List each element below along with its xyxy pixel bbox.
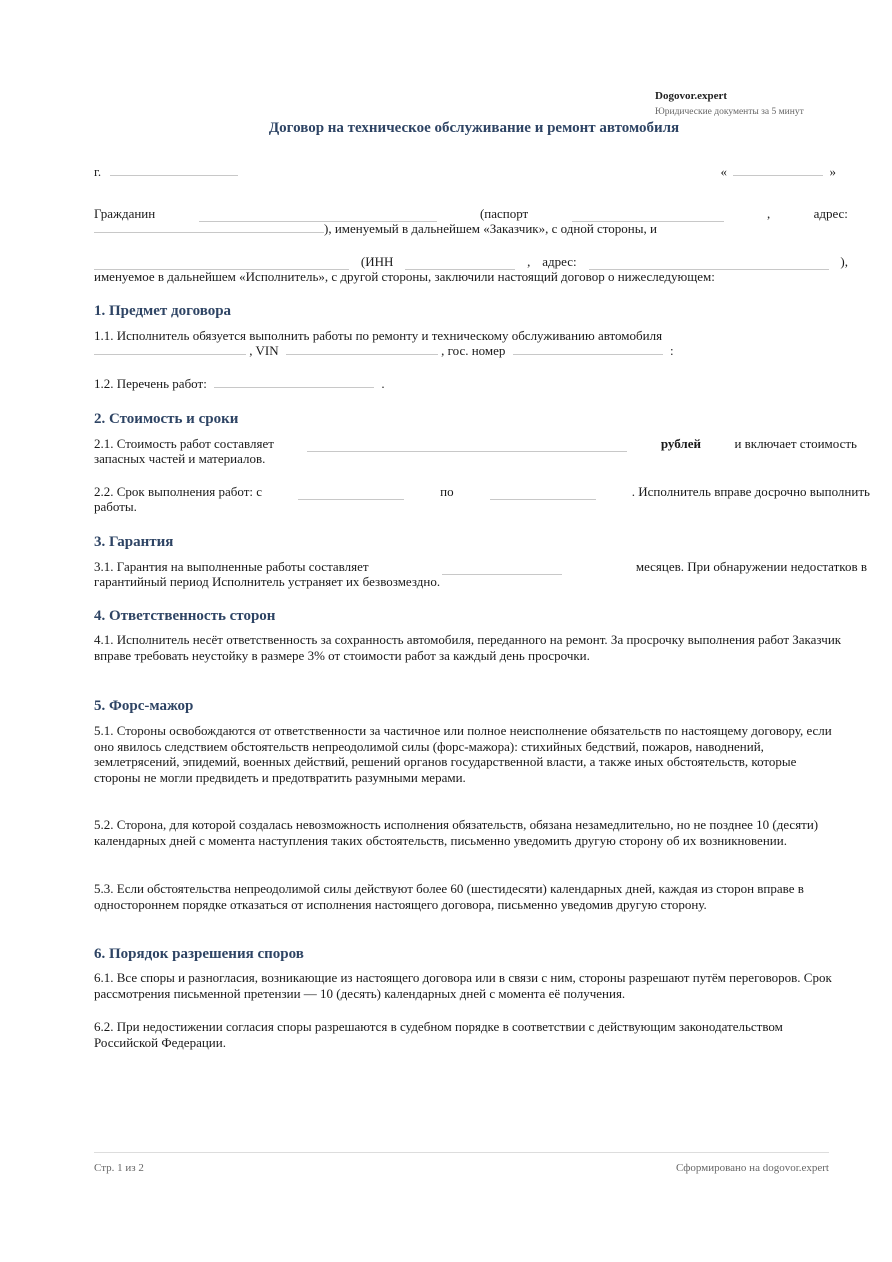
vin-label: , VIN (249, 343, 279, 358)
page-number: Стр. 1 из 2 (94, 1162, 144, 1174)
generated-by: Сформировано на dogovor.expert (675, 1162, 829, 1174)
address-label: адрес: (542, 254, 577, 269)
contractor-line (94, 254, 848, 270)
works-list-label: 1.2. Перечень работ: (94, 376, 207, 391)
clause-2-2-line1 (94, 484, 870, 500)
city-date-line (94, 164, 848, 180)
brand-name: Dogovor.expert (655, 90, 727, 102)
clause-3-1-line1 (94, 559, 867, 575)
gos-number-label: , гос. номер (441, 343, 506, 358)
customer-text: ), именуемый в дальнейшем «Заказчик», с одной стороны, и (324, 221, 657, 236)
gos-number-field[interactable] (513, 343, 663, 355)
date-close-quote: » (829, 164, 836, 179)
term-label: 2.2. Срок выполнения работ: с (94, 484, 263, 499)
clause-2-1-line2: запасных частей и материалов. (94, 451, 266, 466)
clause-4-1: 4.1. Исполнитель несёт ответственность за сохранность автомобиля, переданного на ремонт. За просрочку выполнения работ Заказчик вправе требовать неустойку в размере 3% от стоимости работ за каждый день просрочки. (94, 632, 842, 663)
brand-tagline: Юридические документы за 5 минут (655, 107, 804, 117)
customer-line (94, 221, 848, 237)
works-list-field[interactable] (214, 376, 374, 388)
clause-1-2 (94, 376, 848, 392)
currency-label: рублей (660, 436, 701, 451)
clause-5-2: 5.2. Сторона, для которой создалась невозможность исполнения обязательств, обязана незамедлительно, но не позднее 10 (десяти) календарных дней с момента наступления таких обстоятельств, письменно уведомить другую сторону об их возникновении. (94, 817, 819, 848)
comma: , (527, 254, 531, 269)
date-open-quote: « (720, 164, 727, 179)
document-title: Договор на техническое обслуживание и ремонт автомобиля (268, 120, 680, 136)
clause-6-1: 6.1. Все споры и разногласия, возникающие из настоящего договора или в связи с ним, стороны разрешают путём переговоров. Срок рассмотрения письменной претензии — 10 (десять) календарных дней с момента её получения. (94, 970, 832, 1001)
period: . (381, 376, 385, 391)
cost-label: 2.1. Стоимость работ составляет (94, 436, 274, 451)
clause-1-1-line1: 1.1. Исполнитель обязуется выполнить работы по ремонту и техническому обслуживанию автомобиля (94, 328, 663, 343)
section-6-heading: 6. Порядок разрешения споров (94, 946, 304, 962)
clause-2-1-line1 (94, 436, 857, 452)
address-label: адрес: (813, 206, 848, 221)
clause-2-2-line2: работы. (94, 499, 137, 514)
colon: : (669, 343, 674, 358)
citizen-address-field[interactable] (94, 221, 324, 233)
clause-5-3: 5.3. Если обстоятельства непреодолимой силы действуют более 60 (шестидесяти) календарных дней, каждая из сторон вправе в одностороннем порядке отказаться от исполнения настоящего договора, письменно уведомив другую сторону. (94, 881, 804, 912)
section-4-heading: 4. Ответственность сторон (94, 608, 276, 624)
date-field[interactable] (733, 164, 823, 176)
citizen-line (94, 206, 848, 222)
clause-3-1-line2: гарантийный период Исполнитель устраняет их безвозмездно. (94, 574, 441, 589)
passport-label: (паспорт (479, 206, 529, 221)
section-1-heading: 1. Предмет договора (94, 303, 232, 319)
section-5-heading: 5. Форс-мажор (94, 698, 194, 714)
contractor-text: именуемое в дальнейшем «Исполнитель», с другой стороны, заключили настоящий договор о нижеследующем: (94, 269, 715, 284)
inn-label: (ИНН (360, 254, 394, 269)
warranty-label: 3.1. Гарантия на выполненные работы составляет (94, 559, 369, 574)
footer-divider (94, 1152, 829, 1153)
comma: , (766, 206, 771, 221)
clause-6-2: 6.2. При недостижении согласия споры разрешаются в судебном порядке в соответствии с действующим законодательством Российской Федерации. (94, 1019, 783, 1050)
citizen-label: Гражданин (94, 206, 156, 221)
cost-tail: и включает стоимость (734, 436, 857, 451)
term-to-label: по (440, 484, 454, 499)
car-model-field[interactable] (94, 343, 246, 355)
section-2-heading: 2. Стоимость и сроки (94, 411, 239, 427)
brand-block (655, 89, 804, 119)
warranty-tail: месяцев. При обнаружении недостатков в (635, 559, 867, 574)
term-tail: . Исполнитель вправе досрочно выполнить (631, 484, 870, 499)
close-paren: ), (840, 254, 848, 269)
section-3-heading: 3. Гарантия (94, 534, 174, 550)
vin-field[interactable] (286, 343, 438, 355)
clause-5-1: 5.1. Стороны освобождаются от ответственности за частичное или полное неисполнение обязательств по настоящему договору, если оно явилось следствием обстоятельств непреодолимой силы (форс-мажора): стихийных бедствий, пожаров, наводнений, землетрясений, эпидемий, военных действий, решений органов государственной власти, а также иных обстоятельств, которые стороны не могли предвидеть и предотвратить разумными мерами. (94, 723, 832, 785)
city-field[interactable] (110, 164, 238, 176)
clause-1-1-line2 (94, 343, 848, 359)
city-prefix: г. (94, 164, 102, 179)
